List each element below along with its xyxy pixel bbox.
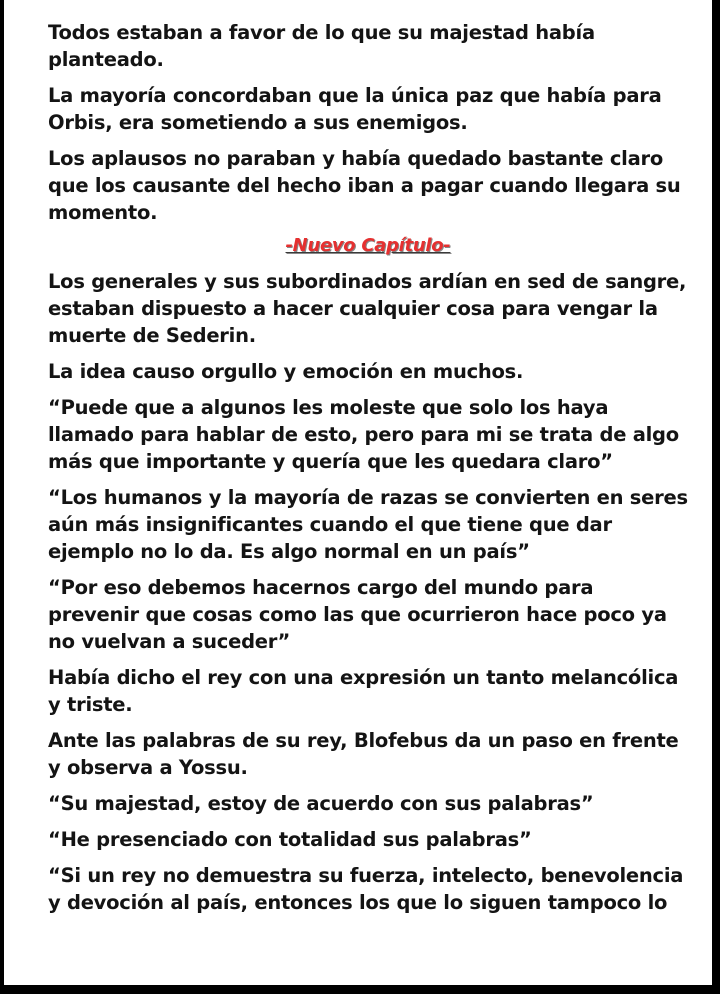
paragraph: “Por eso debemos hacernos cargo del mundo para prevenir que cosas como las que ocurrieron hace poco ya no vuelvan a suceder” [48, 576, 667, 653]
paragraph: Los aplausos no paraban y había quedado bastante claro que los causante del hecho iban a pagar cuando llegara su momento. [48, 147, 681, 224]
paragraph: “He presenciado con totalidad sus palabras” [48, 828, 532, 851]
paragraph: “Puede que a algunos les moleste que solo los haya llamado para hablar de esto, pero para mi se trata de algo más que importante y quería que les quedara claro” [48, 396, 679, 473]
paragraph: “Si un rey no demuestra su fuerza, intelecto, benevolencia y devoción al país, entonces los que lo siguen tampoco lo [48, 864, 684, 914]
paragraph: Todos estaban a favor de lo que su majestad había planteado. [48, 21, 595, 71]
chapter-heading: -Nuevo Capítulo- [285, 235, 451, 256]
paragraph: Ante las palabras de su rey, Blofebus da un paso en frente y observa a Yossu. [48, 729, 679, 779]
paragraph: La idea causo orgullo y emoción en muchos. [48, 360, 524, 383]
document-page [4, 0, 712, 985]
paragraph: Los generales y sus subordinados ardían en sed de sangre, estaban dispuesto a hacer cualquier cosa para vengar la muerte de Sederin. [48, 270, 687, 347]
document-body [48, 19, 688, 925]
paragraph: La mayoría concordaban que la única paz que había para Orbis, era sometiendo a sus enemigos. [48, 84, 662, 134]
paragraph: “Su majestad, estoy de acuerdo con sus palabras” [48, 792, 594, 815]
chapter-heading-container [48, 231, 688, 259]
paragraph: “Los humanos y la mayoría de razas se convierten en seres aún más insignificantes cuando el que tiene que dar ejemplo no lo da. Es algo normal en un país” [48, 486, 688, 563]
paragraph: Había dicho el rey con una expresión un tanto melancólica y triste. [48, 666, 679, 716]
